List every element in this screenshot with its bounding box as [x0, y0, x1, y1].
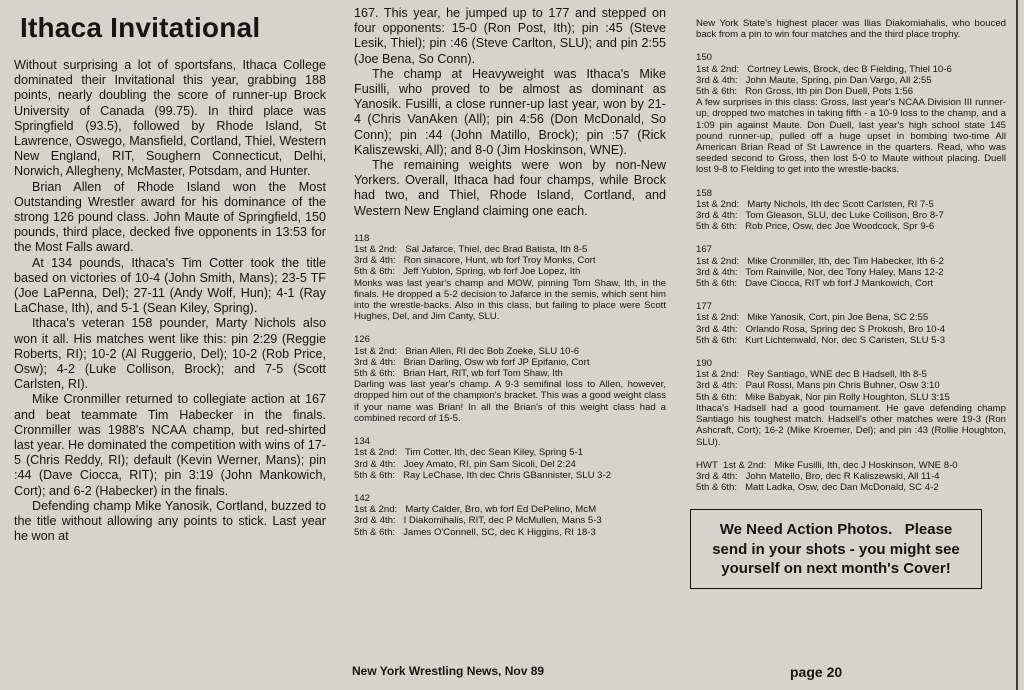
column-2 [346, 0, 666, 538]
paragraph: Defending champ Mike Yanosik, Cortland, buzzed to the title without allowing any points to stick. Last year he won at [14, 498, 326, 544]
weight-class-block [696, 358, 1006, 448]
result-note: Monks was last year's champ and MOW, pinning Tom Shaw, Ith, in the finals. He dropped a 5-2 decision to Jafarce in the semis, which sent him into the wrestle-backs. Also in this class, but failing to place were Scott Hughes, Del, and Jim Canty, SLU. [354, 277, 666, 323]
weight-class-block [354, 436, 666, 481]
weight-label: 167 [696, 244, 713, 256]
paragraph: At 134 pounds, Ithaca's Tim Cotter took the title based on victories of 10-4 (John Smith, Mans); 23-5 TF (Joe LaPenna, Del); 27-11 (Andy Wolf, Hun); 4-1 (Ray LaChase, Ith), and 5-1 (Sean Kiley, Spring). [14, 255, 326, 316]
result-line: 3rd & 4th: Joey Amato, RI, pin Sam Sicoli, Del 2:24 [354, 458, 576, 470]
weight-label: 158 [696, 187, 713, 199]
result-line: 3rd & 4th: Ron sinacore, Hunt, wb forf Troy Monks, Cort [354, 255, 596, 267]
result-line: 3rd & 4th: John Matello, Bro, dec R Kaliszewski, All 11-4 [696, 470, 940, 482]
result-note: A few surprises in this class: Gross, last year's NCAA Division III runner-up, dropped two matches in taking fifth - a 10-9 loss to the champ, and a 1:09 pin against Maute. Don Duell, last year's high school state 145 pound runner-up, pulled off a huge upset in bombing two-time All American Brian Read of St Lawrence in the quarters. Read, who was seeded second to Gross, then lost 5-0 to Maute without placing. Duell lost 9-8 to Fielding to get into the wrestle-backs. [696, 97, 1006, 176]
result-line: 5th & 6th: James O'Connell, SC, dec K Higgins, RI 18-3 [354, 526, 596, 538]
result-line: 1st & 2nd: Marty Nichols, Ith dec Scott Carlsten, RI 7-5 [696, 198, 934, 210]
result-line: 1st & 2nd: Cortney Lewis, Brock, dec B Fielding, Thiel 10-6 [696, 63, 952, 75]
result-line: 5th & 6th: Ray LeChase, Ith dec Chris GBannister, SLU 3-2 [354, 469, 612, 481]
result-line: 3rd & 4th: Orlando Rosa, Spring dec S Prokosh, Bro 10-4 [696, 323, 946, 335]
notice-line: We Need Action Photos. Please [719, 521, 953, 539]
footer-publication: New York Wrestling News, Nov 89 [352, 664, 545, 678]
paragraph: The remaining weights were won by non-New Yorkers. Overall, Ithaca had four champs, while Brock had two, and Thiel, Rhode Island, Cortland, and Western New England claiming one each. [354, 158, 666, 218]
result-line: 5th & 6th: Rob Price, Osw, dec Joe Woodcock, Spr 9-6 [696, 221, 935, 233]
result-line: 1st & 2nd: Brian Allen, RI dec Bob Zoeke, SLU 10-6 [354, 345, 580, 357]
weight-class-block [696, 301, 1006, 346]
weight-class-block [696, 188, 1006, 233]
weight-label: 118 [354, 232, 370, 244]
paragraph: Mike Cronmiller returned to collegiate action at 167 and beat teammate Tim Habecker in the finals. Cronmiller was 1988's NCAA champ, but red-shirted last year. He dominated the competition with wins of 17-5 (Chris Reddy, RI); default (Kevin Werner, Mans); pin :44 (Dave Ciocca, RIT); pin 3:19 (John Mankowich, Cort); and 6-2 (Habecker) in the finals. [14, 392, 326, 498]
result-line: 3rd & 4th: Tom Gleason, SLU, dec Luke Collison, Bro 8-7 [696, 210, 944, 222]
result-line: 5th & 6th: Kurt Lichtenwald, Nor, dec S Caristen, SLU 5-3 [696, 334, 946, 346]
column-1 [6, 0, 326, 545]
result-line: 1st & 2nd: Rey Santiago, WNE dec B Hadsell, Ith 8-5 [696, 369, 927, 381]
weight-class-block [696, 52, 1006, 175]
paragraph: Brian Allen of Rhode Island won the Most Outstanding Wrestler award for his dominance of the strong 126 pound class. John Maute of Springfield, 150 pounds, third place, decked five opponents in 13:53 for the Most Falls award. [14, 179, 326, 255]
result-line: 1st & 2nd: Tim Cotter, Ith, dec Sean Kiley, Spring 5-1 [354, 447, 584, 459]
results-list-col3 [696, 18, 1006, 493]
result-line: 3rd & 4th: I Diakomihalis, RIT, dec P McMullen, Mans 5-3 [354, 515, 602, 527]
result-line: 1st & 2nd: Sal Jafarce, Thiel, dec Brad Batista, Ith 8-5 [354, 244, 588, 256]
result-line: 1st & 2nd: Mike Cronmiller, Ith, dec Tim Habecker, Ith 6-2 [696, 255, 944, 267]
weight-label: 190 [696, 358, 713, 370]
result-line: 5th & 6th: Brian Hart, RIT, wb forf Tom Shaw, Ith [354, 368, 563, 380]
result-line: HWT 1st & 2nd: Mike Fusilli, Ith, dec J Hoskinson, WNE 8-0 [696, 459, 958, 471]
weight-label: 142 [354, 492, 371, 504]
result-note: Darling was last year's champ. A 9-3 semifinal loss to Allen, however, dropped him out of the champion's bracket. This was a good weight class if your name was Brian! In all the Brian's of this weight class had a combined record of 15-5. [354, 379, 666, 424]
paragraph: 167. This year, he jumped up to 177 and stepped on four opponents: 15-0 (Ron Post, Ith); pin :45 (Steve Lesik, Thiel); pin :46 (Steve Carlton, SLU); and pin 2:55 (Joe Bena, So Conn). [354, 6, 666, 66]
weight-label: 134 [354, 436, 371, 448]
result-line: 5th & 6th: Mike Babyak, Nor pin Rolly Houghton, SLU 3:15 [696, 391, 950, 403]
column-3 [688, 0, 1006, 589]
weight-label: 150 [696, 52, 713, 64]
result-line: 3rd & 4th: Tom Rainville, Nor, dec Tony Haley, Mans 12-2 [696, 266, 944, 278]
result-line: 3rd & 4th: Paul Rossi, Mans pin Chris Buhner, Osw 3:10 [696, 380, 940, 392]
result-note: Ithaca's Hadsell had a good tournament. He gave defending champ Santiago his toughest match. Hadsell's other matches were 19-3 (Ron Ashcraft, Cort); 16-2 (Mike Kroemer, Del); and pin :43 (Rollie Houghton, SLU). [696, 402, 1006, 448]
result-line: 5th & 6th: Dave Ciocca, RIT wb forf J Mankowich, Cort [696, 278, 934, 290]
article-title: Ithaca Invitational [20, 12, 261, 43]
result-line: 5th & 6th: Ron Gross, Ith pin Don Duell, Pots 1:56 [696, 86, 914, 98]
article-body-col2 [354, 6, 666, 219]
weight-class-block-hwt [696, 460, 1006, 494]
result-line: 5th & 6th: Jeff Yublon, Spring, wb forf Joe Lopez, Ith [354, 266, 581, 278]
weight-label: 177 [696, 301, 713, 313]
weight-class-block [354, 493, 666, 538]
result-line: 5th & 6th: Matt Ladka, Osw, dec Dan McDonald, SC 4-2 [696, 482, 939, 494]
weight-label: 126 [354, 334, 371, 346]
notice-line: yourself on next month's Cover! [721, 560, 951, 578]
intro-note: New York State's highest placer was Ilias Diakomiahalis, who bouced back from a pin to win four matches and the third place trophy. [696, 18, 1006, 41]
paragraph: The champ at Heavyweight was Ithaca's Mike Fusilli, who proved to be almost as dominant as Yanosik. Fusilli, a close runner-up last year, won by 21-4 (Chris VanAken (All); pin 4:56 (Don McDonald, So Conn); pin :44 (John Matillo, Brock); pin :57 (Rick Kaliszewski, All); and 8-0 (Jim Hoskinson, WNE). [354, 66, 666, 157]
weight-class-block [354, 233, 666, 323]
notice-line: send in your shots - you might see [712, 540, 960, 558]
article-body-col1 [14, 58, 326, 545]
result-line: 1st & 2nd: Mike Yanosik, Cort, pin Joe Bena, SC 2:55 [696, 312, 929, 324]
weight-class-block [696, 244, 1006, 289]
result-line: 1st & 2nd: Marty Calder, Bro, wb forf Ed DePelino, McM [354, 504, 597, 516]
paragraph: Ithaca's veteran 158 pounder, Marty Nichols also won it all. His matches went like this: pin 2:29 (Reggie Roberts, RI); 10-2 (Al Ruggerio, Del); 10-2 (Rob Price, Osw); 4-2 (Luke Collison, Brock); and 7-5 (Scott Carlsten, RI). [14, 316, 326, 392]
page-edge-line [1016, 0, 1018, 690]
result-line: 3rd & 4th: Brian Darling, Osw wb forf JP Epifanio, Cort [354, 356, 590, 368]
paragraph: Without surprising a lot of sportsfans, Ithaca College dominated their Invitational this year, grabbing 188 points, nearly doubling the score of runner-up Brock University of Canada (99.75). In third place was Springfield (93.5), followed by Rhode Island, St Lawrence, Oswego, Mansfield, Cortland, Thiel, Western New England, RIT, Soughern Connecticut, Delhi, Norwich, Allegheny, McMaster, Potsdam, and Hunter. [14, 58, 326, 179]
results-list-col2 [354, 233, 666, 538]
weight-class-block [354, 334, 666, 424]
action-photos-notice-box [690, 509, 982, 589]
footer-page-number: page 20 [790, 664, 843, 680]
result-line: 3rd & 4th: John Maute, Spring, pin Dan Vargo, All 2:55 [696, 74, 932, 86]
